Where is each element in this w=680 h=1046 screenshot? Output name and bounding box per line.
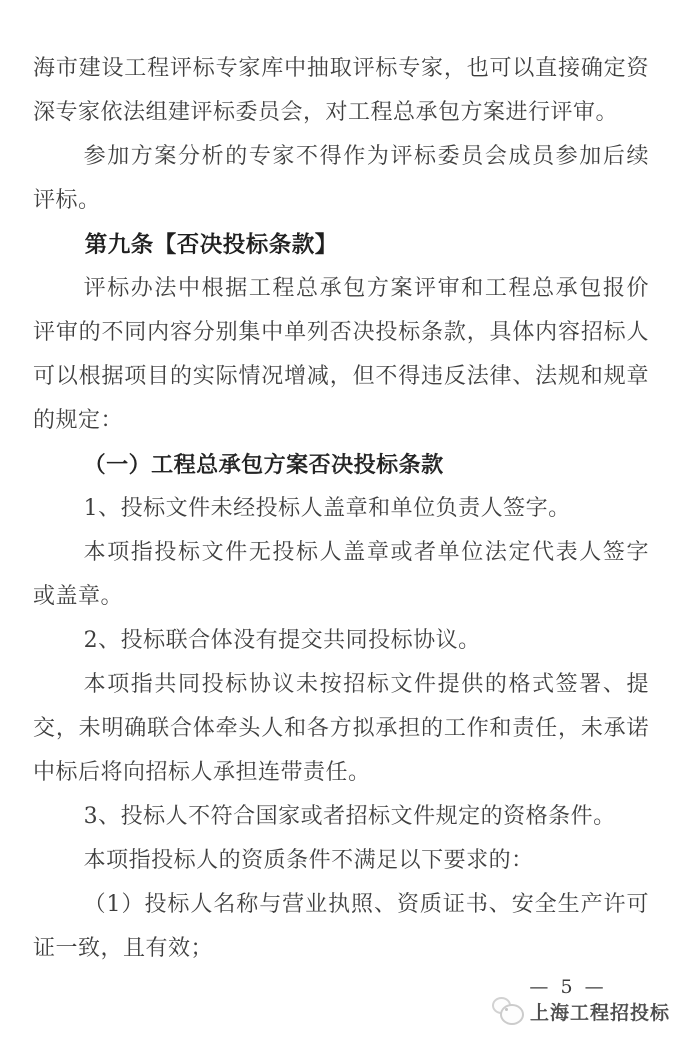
text-line: 深专家依法组建评标委员会，对工程总承包方案进行评审。 <box>33 100 619 125</box>
text-line: 本项指投标人的资质条件不满足以下要求的： <box>83 848 534 873</box>
page-number: — 5 — <box>529 976 607 998</box>
text-line: 中标后将向招标人承担连带责任。 <box>33 760 371 785</box>
watermark-logo-icon <box>490 994 528 1028</box>
document-body <box>33 47 649 971</box>
text-line: 证一致，且有效； <box>33 936 214 961</box>
text-line: 的规定： <box>33 408 124 433</box>
text-line: （1）投标人名称与营业执照、资质证书、安全生产许可 <box>83 892 649 917</box>
article-heading: 第九条【否决投标条款】 <box>84 232 338 258</box>
text-line: 可以根据项目的实际情况增减，但不得违反法律、法规和规章 <box>33 364 649 389</box>
text-line: 海市建设工程评标专家库中抽取评标专家，也可以直接确定资 <box>33 56 649 81</box>
text-line: 1、投标文件未经投标人盖章和单位负责人签字。 <box>83 496 571 521</box>
watermark-text: 上海工程招投标 <box>530 1001 671 1024</box>
text-line: 2、投标联合体没有提交共同投标协议。 <box>83 628 481 653</box>
text-line: 本项指共同投标协议未按招标文件提供的格式签署、提 <box>83 672 649 697</box>
text-line: 本项指投标文件无投标人盖章或者单位法定代表人签字 <box>83 540 649 565</box>
text-line: 评标。 <box>33 188 101 213</box>
watermark <box>490 993 670 1029</box>
text-line: 或盖章。 <box>33 584 124 609</box>
text-line: 参加方案分析的专家不得作为评标委员会成员参加后续 <box>83 144 649 169</box>
text-line: 评标办法中根据工程总承包方案评审和工程总承包报价 <box>83 276 649 301</box>
text-line: 3、投标人不符合国家或者招标文件规定的资格条件。 <box>83 804 616 829</box>
section-heading: （一）工程总承包方案否决投标条款 <box>83 452 444 478</box>
text-line: 交，未明确联合体牵头人和各方拟承担的工作和责任，未承诺 <box>33 716 649 741</box>
text-line: 评审的不同内容分别集中单列否决投标条款，具体内容招标人 <box>33 320 649 345</box>
